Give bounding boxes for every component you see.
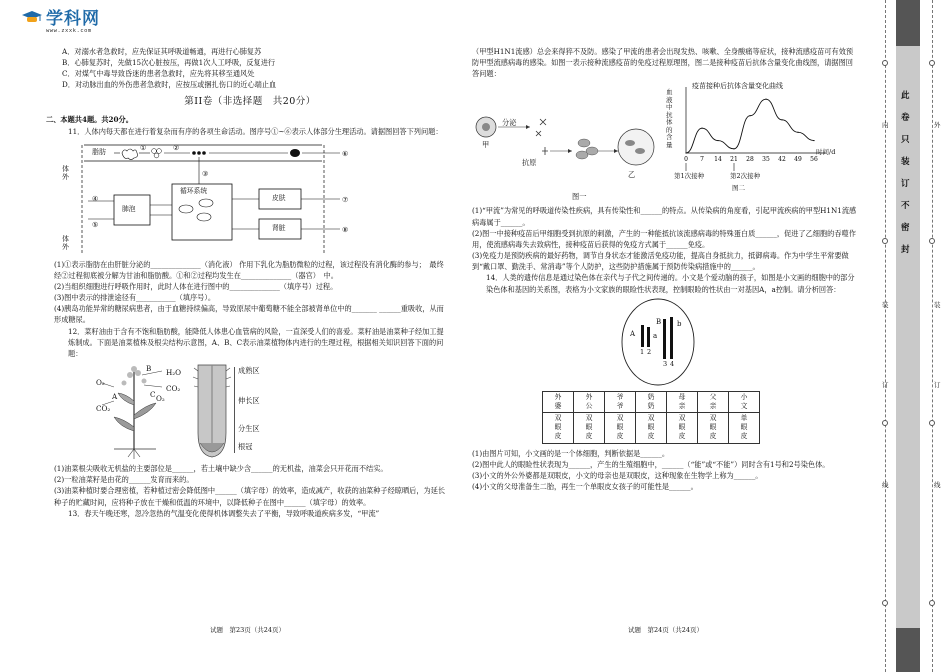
q14-item-1: (1)由图片可知，小文画的是一个体细胞，判断依据是______。 — [472, 448, 670, 458]
table-cell: 双 眼 皮 — [636, 413, 667, 444]
inner-label-2: 装 — [882, 301, 889, 309]
gene-b-label: b — [677, 319, 682, 328]
table-cell: 双 眼 皮 — [605, 413, 636, 444]
table-header-row — [543, 391, 760, 412]
seal-note-char: 只 — [901, 135, 910, 145]
gene-B-label: B — [656, 317, 662, 326]
q12-item-3: (3)油菜种植时要合理密植，若种植过密会降低图中______（填字母）的效率，造成减产，收获的油菜种子经晾晒后，为延长种子的贮藏时间，应将种子放在干燥和低温的环境中，以降低种子在图中______（填字母）的效率。 — [54, 486, 446, 507]
hole-marker — [882, 420, 888, 426]
inner-label-4: 线 — [882, 481, 889, 489]
cell-b-label: 乙 — [628, 170, 636, 180]
outer-label-3: 订 — [934, 381, 941, 389]
process-b-label: B — [146, 364, 152, 374]
body-outside-label: 体外 — [62, 164, 69, 182]
outer-seal-line — [932, 0, 933, 672]
chart-x-tick: 0 — [684, 156, 688, 164]
outer-label-4: 线 — [934, 481, 941, 489]
zone-meristem: 分生区 — [238, 424, 260, 434]
hole-marker — [882, 60, 888, 66]
chart-ylabel: 血液中抗体的含量 — [666, 88, 673, 149]
chart-point — [733, 149, 734, 150]
gene-A-label: A — [630, 329, 636, 338]
step-6-label: ⑥ — [342, 148, 349, 158]
secrete-label: 分泌 — [502, 118, 517, 128]
antigen-label: 抗原 — [522, 158, 537, 168]
fat-label: 脂肪 — [92, 147, 106, 156]
co2-label-b: CO₂ — [96, 404, 111, 414]
part-heading: 二、本题共4题。共20分。 — [46, 115, 133, 125]
cell-a-label: 甲 — [482, 140, 490, 150]
page-footer-right: 试题 第24页（共24页） — [628, 626, 704, 634]
seal-note-char: 密 — [901, 223, 910, 233]
figure-1-caption: 图一 — [572, 192, 587, 202]
seal-note-char: 不 — [901, 201, 910, 211]
q11-stem: 11．人体内每天都在进行着复杂而有序的各项生命活动。图序号①~⑥表示人体部分生理活动。请据图回答下列问题： — [68, 126, 443, 136]
q11-item-1: (1)①表示脂肪在由肝脏分泌的______________（消化液） 作用下乳化为脂肪微粒的过程，该过程没有消化酶的参与； 最终经②过程彻底被分解为甘油和脂肪酸。①和②过程均发生在______________（器官） 中。 — [54, 259, 444, 280]
chart-title: 疫苗接种后抗体含量变化曲线 — [692, 82, 783, 91]
chart-x-tick: 56 — [810, 156, 818, 164]
chromosome-4-label: 4 — [670, 359, 675, 368]
chart-x-tick: 35 — [762, 156, 770, 164]
table-cell: 单 眼 皮 — [729, 413, 760, 444]
chart-x-tick: 28 — [746, 156, 754, 164]
zone-elongation: 伸长区 — [238, 396, 260, 406]
chart-plot-area — [666, 81, 856, 203]
cell-circle — [618, 297, 698, 387]
step-4-label: ④ — [92, 193, 99, 203]
q12-figure — [54, 361, 446, 461]
binding-strip-top — [896, 0, 920, 46]
o2-label-a: O₂ — [96, 378, 105, 388]
q14-item-2: (2)图中此人的眼睑性状表现为______，产生的生殖细胞中，______（“能”或“不能”）同时含有1号和2号染色体。 — [472, 459, 830, 469]
table-row — [543, 413, 760, 444]
body-outside-label-2: 体外 — [62, 234, 69, 252]
outer-label-2: 装 — [934, 301, 941, 309]
root-tip-diagram — [192, 363, 232, 459]
table-cell: 双 眼 皮 — [543, 413, 574, 444]
inner-label-1: 内 — [882, 121, 889, 129]
hole-marker — [882, 238, 888, 244]
skin-label: 皮肤 — [272, 193, 286, 202]
chart-point — [797, 132, 798, 133]
chromosome-1-label: 1 — [640, 347, 645, 356]
hole-marker — [929, 600, 935, 606]
second-dose-label: 第2次接种 — [730, 172, 761, 181]
table-header-cell: 父 亲 — [698, 391, 729, 412]
table-header-cell: 爷 爷 — [605, 391, 636, 412]
alveolus-label: 肺泡 — [122, 204, 136, 213]
q12-item-2: (2)一粒油菜籽是由花的______发育而来的。 — [54, 475, 194, 485]
chart-point — [701, 128, 702, 129]
chromosome-2-label: 2 — [647, 347, 652, 356]
gene-a-label: a — [653, 331, 658, 340]
digestion-diagram — [54, 139, 446, 257]
hole-marker — [882, 600, 888, 606]
option-a: A．对溺水者急救时，应先保证其呼吸道畅通，再进行心肺复苏 — [62, 47, 262, 56]
chart-x-tick: 21 — [730, 156, 738, 164]
step-2-label: ② — [173, 142, 180, 152]
o2-label-b: O₂ — [156, 394, 165, 404]
table-cell: 双 眼 皮 — [698, 413, 729, 444]
chart-x-tick: 49 — [794, 156, 802, 164]
right-column — [472, 46, 858, 492]
seal-note-char: 卷 — [901, 113, 910, 123]
table-header-cell: 外 公 — [574, 391, 605, 412]
q13-item-2: (2)图一中接种疫苗后甲细胞受到抗原的刺激，产生的一种能抵抗该流感病毒的特殊蛋白质______，促进了乙细胞的吞噬作用，使流感病毒失去致病性，接种疫苗后获得的免疫方式属于______免疫。 — [472, 228, 856, 249]
figure-2-caption: 图二 — [732, 184, 745, 193]
q12-stem: 12．菜籽油由于含有不饱和脂肪酸，能降低人体患心血管病的风险，一直深受人们的喜爱。菜籽油是油菜种子经加工提炼制成。下面是油菜植株及根尖结构示意图，A、B、C表示油菜植物体内进行的生理过程，根据相关知识回答下面的问题： — [68, 326, 444, 358]
seal-note-char: 此 — [901, 91, 910, 101]
table-header-cell: 母 亲 — [667, 391, 698, 412]
q13-continued: （甲型H1N1流感）总会来得猝不及防。感染了甲流的患者会出现发热、咳嗽、全身酸痛等症状，接种流感疫苗可有效预防甲型流感病毒的感染。如图一表示接种流感疫苗的免疫过程原理图，图二是接种疫苗后抗体含量变化曲线图，请据图回答问题： — [472, 47, 854, 79]
left-column — [46, 46, 446, 519]
inner-label-3: 订 — [882, 381, 889, 389]
seal-note-char: 订 — [901, 179, 910, 189]
brand-url: www.zxxk.com — [46, 28, 92, 34]
seal-note-char: 装 — [901, 157, 910, 167]
eyelid-table — [542, 391, 760, 444]
seal-note-char: 封 — [901, 245, 910, 255]
graduation-cap-icon — [22, 10, 42, 24]
options-block — [54, 46, 446, 91]
chart-series-line — [686, 100, 814, 154]
chromosome-figure — [472, 297, 858, 389]
chart-point — [749, 116, 750, 117]
inner-seal-line — [885, 0, 886, 672]
h2o-label: H₂O — [166, 368, 182, 378]
table-cell: 双 眼 皮 — [574, 413, 605, 444]
q11-item-3: (3)图中表示的排泄途径有___________（填序号）。 — [54, 293, 216, 303]
option-b: B．心肺复苏时，先做15次心脏按压，再做1次人工呼吸，反复进行 — [62, 58, 276, 68]
step-1-label: ① — [140, 142, 147, 152]
step-5-label: ⑤ — [92, 219, 99, 229]
q13-figures — [472, 81, 858, 203]
circulation-label: 循环系统 — [180, 186, 208, 195]
q14-item-3: (3)小文的外公外婆都是双眼皮，小文的母亲也是双眼皮，这种现象在生物学上称为______。 — [472, 470, 763, 480]
chart-xlabel: 时间/d — [816, 148, 836, 157]
chart-point — [765, 99, 766, 100]
table-header-cell: 外 婆 — [543, 391, 574, 412]
first-dose-label: 第1次接种 — [674, 172, 705, 181]
table-header-cell: 奶 奶 — [636, 391, 667, 412]
q14-stem: 14．人类的遗传信息是通过染色体在亲代与子代之间传递的。小文是个爱动脑的孩子，如图是小文画的细胞中的部分染色体和基因的关系图，表格为小文家族的眼睑性状表现，控制眼睑的性状由一对基因A，a控制。请分析回答： — [486, 273, 855, 294]
q13-item-1: (1)“甲流”为常见的呼吸道传染性疾病，具有传染性和______的特点。从传染病的角度看，引起甲流疾病的甲型H1N1流感病毒属于______。 — [472, 206, 857, 227]
option-d: D．对动脉出血的外伤患者急救时，应按压或捆扎伤口的近心端止血 — [62, 80, 277, 90]
q13-item-3: (3)免疫力是预防疾病的最好药物，调节自身状态才能激活免疫功能，提高自身抵抗力，抵御病毒。作为中学生平常要做到“戴口罩、勤洗手、常消毒”等个人防护，这些防护措施属于预防传染病措施中的______。 — [472, 251, 849, 272]
q11-item-4: (4)胰岛功能异常的糖尿病患者，由于血糖持续偏高，导致原尿中葡萄糖不能全部被肾单位中的_______ ______重吸收，从而形成糖尿。 — [54, 304, 444, 325]
q11-item-2: (2)当组织细胞进行呼吸作用时，此时人体在进行图中的______________（填序号）过程。 — [54, 281, 338, 291]
step-3-label: ③ — [202, 168, 209, 178]
step-7-label: ⑦ — [342, 194, 349, 204]
hole-marker — [929, 420, 935, 426]
q14-item-4: (4)小文的父母准备生二胎，再生一个单眼皮女孩子的可能性是______。 — [472, 482, 698, 492]
q13-stem: 13．春天午晚还寒，忽冷忽热的气温变化使得机体调整失去了平衡，导致呼吸道疾病多发，“甲流” — [68, 508, 380, 518]
q11-figure — [54, 139, 446, 257]
chart-point — [781, 120, 782, 121]
option-c: C．对煤气中毒导致昏迷的患者急救时，应先将其移至通风处 — [62, 69, 255, 79]
table-cell: 双 眼 皮 — [667, 413, 698, 444]
hole-marker — [929, 238, 935, 244]
section-title: 第II卷（非选择题 共20分） — [184, 95, 316, 107]
process-a-label: A — [112, 392, 118, 402]
binding-strip-bottom — [896, 628, 920, 672]
kidney-label: 肾脏 — [272, 223, 286, 232]
zone-root-cap: 根冠 — [238, 442, 253, 452]
chart-point — [717, 140, 718, 141]
brand-name: 学科网 — [46, 9, 100, 29]
chart-point — [685, 153, 686, 154]
chart-point — [813, 140, 814, 141]
hole-marker — [929, 60, 935, 66]
chart-x-tick: 7 — [700, 156, 704, 164]
page-footer-left: 试题 第23页（共24页） — [210, 626, 286, 634]
zone-bracket — [234, 367, 235, 453]
chart-x-tick: 42 — [778, 156, 786, 164]
co2-label-a: CO₂ — [166, 384, 181, 394]
antibody-chart — [666, 81, 856, 203]
chromosome-3-label: 3 — [663, 359, 668, 368]
outer-label-1: 外 — [934, 121, 941, 129]
zone-maturation: 成熟区 — [238, 366, 260, 376]
chart-x-tick: 14 — [714, 156, 722, 164]
process-c-label: C — [150, 390, 156, 400]
step-8-label: ⑧ — [342, 224, 349, 234]
q12-item-1: (1)油菜根尖吸收无机盐的主要部位是______，若土壤中缺少含______的无机盐，油菜会只开花而不结实。 — [54, 464, 388, 474]
table-header-cell: 小 文 — [729, 391, 760, 412]
